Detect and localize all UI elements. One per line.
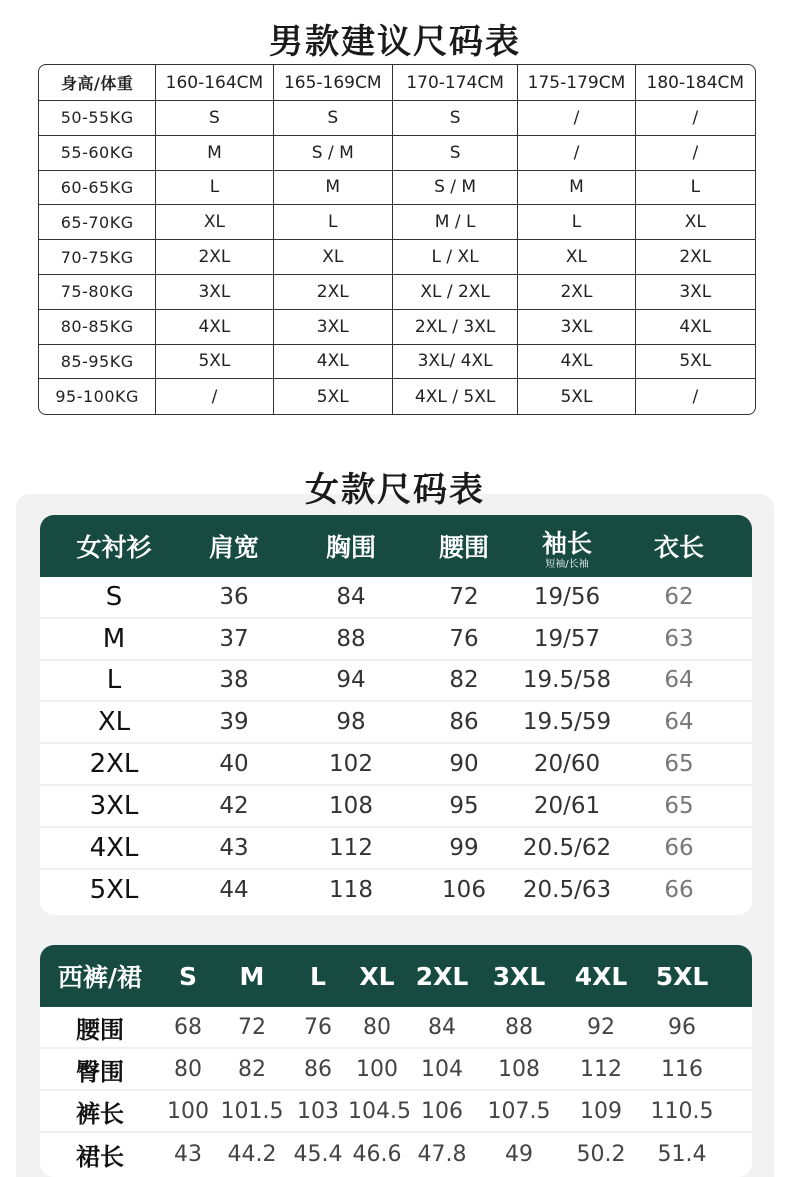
pants-header-cell: S [178, 961, 197, 991]
measure-cell: 20.5/62 [522, 834, 612, 861]
measure-cell: 84 [336, 583, 366, 610]
size-cell: M [156, 136, 273, 171]
measure-cell: 106 [442, 877, 486, 904]
pants-header-cell: 2XL [415, 961, 469, 991]
size-cell: S [393, 136, 518, 171]
size-cell: 5XL [156, 345, 273, 380]
measure-cell: 96 [668, 1014, 696, 1040]
measure-cell: 82 [238, 1056, 266, 1082]
women-table-row [40, 828, 752, 870]
size-cell: XL [518, 240, 635, 275]
men-table-row [39, 101, 755, 136]
measure-label: 腰围 [76, 1015, 124, 1044]
measure-cell: 107.5 [487, 1098, 551, 1124]
size-cell: L / XL [393, 240, 518, 275]
women-shirt-rows [40, 577, 752, 911]
measure-cell: 72 [449, 583, 479, 610]
men-table-row [39, 240, 755, 275]
measure-cell: 19.5/59 [522, 709, 612, 736]
measure-cell: 45.4 [293, 1141, 343, 1167]
header-cell: 胸围 [325, 533, 376, 562]
measure-cell: 76 [449, 625, 479, 652]
header-cell-sleeve [506, 524, 628, 570]
men-size-chart-title: 男款建议尺码表 [269, 22, 521, 62]
measure-cell: 36 [219, 583, 249, 610]
measure-cell: 19/57 [533, 625, 601, 652]
measure-cell: 20.5/63 [522, 877, 612, 904]
size-cell: / [156, 379, 273, 414]
measure-cell: 112 [329, 834, 373, 861]
size-cell: XL [636, 205, 755, 240]
size-cell: 4XL / 5XL [393, 379, 518, 414]
measure-cell: 64 [664, 709, 694, 736]
measure-cell: 19.5/58 [522, 667, 612, 694]
measure-cell: 88 [505, 1014, 533, 1040]
measure-cell: 82 [449, 667, 479, 694]
pants-table-row [40, 1049, 752, 1091]
women-table-row [40, 661, 752, 703]
measure-cell: 46.6 [352, 1141, 402, 1167]
size-cell: / [636, 136, 755, 171]
men-header-cell: 160-164CM [156, 65, 273, 101]
measure-cell: 99 [449, 834, 479, 861]
women-table-row [40, 619, 752, 661]
women-shirt-size-card [40, 515, 752, 915]
men-table-row [39, 205, 755, 240]
size-cell: 2XL [156, 240, 273, 275]
size-cell: 3XL [518, 310, 635, 345]
measure-cell: 20/61 [533, 792, 601, 819]
pants-header-cell: M [239, 961, 265, 991]
size-cell: 3XL [156, 275, 273, 310]
women-shirt-header-row [40, 515, 752, 577]
size-label: M [102, 623, 126, 654]
measure-cell: 112 [580, 1056, 622, 1082]
measure-cell: 116 [661, 1056, 703, 1082]
header-cell: 肩宽 [208, 533, 259, 562]
sleeve-note: 短袖/长袖 [545, 559, 589, 570]
measure-cell: 50.2 [576, 1141, 626, 1167]
women-table-row [40, 744, 752, 786]
size-cell: S [393, 101, 518, 136]
weight-label: 50-55KG [39, 101, 156, 136]
measure-cell: 51.4 [657, 1141, 707, 1167]
size-cell: L [156, 171, 273, 206]
measure-cell: 38 [219, 667, 249, 694]
size-cell: / [518, 101, 635, 136]
measure-cell: 39 [219, 709, 249, 736]
men-table-row [39, 171, 755, 206]
measure-cell: 65 [664, 792, 694, 819]
size-label: L [106, 665, 122, 696]
size-cell: L [636, 171, 755, 206]
women-table-row [40, 577, 752, 619]
size-label: 5XL [89, 875, 139, 906]
men-table-row [39, 275, 755, 310]
measure-cell: 40 [219, 751, 249, 778]
men-header-cell: 165-169CM [274, 65, 393, 101]
size-cell: 4XL [518, 345, 635, 380]
size-label: 2XL [89, 749, 139, 780]
measure-label: 裤长 [76, 1099, 124, 1128]
women-table-row [40, 786, 752, 828]
size-cell: 2XL [636, 240, 755, 275]
measure-cell: 90 [449, 751, 479, 778]
size-cell: S [274, 101, 393, 136]
pants-rows [40, 1007, 752, 1175]
measure-cell: 102 [329, 751, 373, 778]
measure-cell: 49 [505, 1141, 533, 1167]
size-cell: 4XL [156, 310, 273, 345]
size-cell: / [636, 101, 755, 136]
size-label: 4XL [89, 832, 139, 863]
measure-cell: 104 [421, 1056, 463, 1082]
measure-cell: 88 [336, 625, 366, 652]
size-cell: S / M [274, 136, 393, 171]
measure-cell: 47.8 [417, 1141, 467, 1167]
men-header-row [39, 65, 755, 101]
size-cell: / [692, 386, 699, 407]
size-cell: 5XL [636, 345, 755, 380]
size-cell: 4XL [274, 345, 393, 380]
measure-cell: 104.5 [348, 1098, 411, 1124]
size-label: XL [97, 707, 131, 738]
size-cell: XL [156, 205, 273, 240]
size-label: S [105, 581, 123, 612]
measure-cell: 100 [167, 1098, 209, 1124]
weight-label: 75-80KG [39, 275, 156, 310]
size-cell: M [274, 171, 393, 206]
measure-cell: 84 [428, 1014, 456, 1040]
pants-skirt-size-card [40, 945, 752, 1177]
pants-header-cell: L [310, 961, 326, 991]
size-cell: XL / 2XL [393, 275, 518, 310]
measure-cell: 19/56 [533, 583, 601, 610]
size-cell: S / M [393, 171, 518, 206]
men-table-row [39, 379, 755, 414]
women-table-row [40, 702, 752, 744]
measure-cell: 65 [664, 751, 694, 778]
measure-cell: 108 [329, 792, 373, 819]
size-cell: S [156, 101, 273, 136]
size-cell: L [518, 205, 635, 240]
header-cell: 衣长 [653, 533, 704, 562]
pants-header-cell: XL [359, 961, 395, 991]
measure-cell: 100 [356, 1056, 398, 1082]
measure-cell: 101.5 [220, 1098, 284, 1124]
pants-header-cell: 4XL [574, 961, 628, 991]
measure-cell: 20/60 [533, 751, 601, 778]
pants-header-cell: 西裤/裙 [57, 963, 143, 992]
measure-cell: 44.2 [227, 1141, 277, 1167]
header-cell: 女衬衫 [76, 533, 152, 562]
measure-cell: 64 [664, 667, 694, 694]
men-header-cell: 身高/体重 [39, 65, 156, 101]
women-size-chart-title: 女款尺码表 [305, 470, 485, 510]
weight-label: 60-65KG [39, 171, 156, 206]
measure-cell: 94 [336, 667, 366, 694]
size-cell: 2XL [518, 275, 635, 310]
men-table-row [39, 310, 755, 345]
weight-label: 95-100KG [39, 379, 156, 414]
measure-cell: 76 [304, 1014, 332, 1040]
measure-cell: 95 [449, 792, 479, 819]
measure-cell: 80 [174, 1056, 202, 1082]
men-header-cell: 175-179CM [518, 65, 635, 101]
measure-cell: 110.5 [650, 1098, 714, 1124]
measure-cell: 108 [498, 1056, 540, 1082]
measure-label: 臀围 [76, 1057, 124, 1086]
size-label: 3XL [89, 790, 139, 821]
weight-label: 80-85KG [39, 310, 156, 345]
size-cell: M / L [393, 205, 518, 240]
men-table-row [39, 345, 755, 380]
measure-cell: 109 [580, 1098, 622, 1124]
size-cell: / [518, 136, 635, 171]
measure-cell: 66 [664, 877, 694, 904]
size-cell: 3XL [274, 310, 393, 345]
size-cell: 3XL [636, 275, 755, 310]
men-table-row [39, 136, 755, 171]
weight-label: 85-95KG [39, 345, 156, 380]
size-cell: 3XL/ 4XL [393, 345, 518, 380]
measure-cell: 103 [297, 1098, 339, 1124]
pants-table-row [40, 1133, 752, 1175]
header-cell: 腰围 [438, 533, 489, 562]
women-table-row [40, 870, 752, 912]
size-cell: 2XL [274, 275, 393, 310]
weight-label: 65-70KG [39, 205, 156, 240]
measure-cell: 44 [219, 877, 249, 904]
measure-cell: 37 [219, 625, 249, 652]
measure-cell: 92 [587, 1014, 615, 1040]
size-cell: 5XL [274, 379, 393, 414]
measure-cell: 80 [363, 1014, 391, 1040]
measure-cell: 42 [219, 792, 249, 819]
size-cell: M [518, 171, 635, 206]
measure-cell: 86 [304, 1056, 332, 1082]
size-cell: XL [274, 240, 393, 275]
measure-cell: 98 [336, 709, 366, 736]
size-cell: 4XL [636, 310, 755, 345]
measure-cell: 62 [664, 583, 694, 610]
measure-cell: 63 [664, 625, 694, 652]
measure-cell: 106 [421, 1098, 463, 1124]
measure-cell: 43 [174, 1141, 202, 1167]
header-cell-label: 袖长 [541, 529, 592, 558]
measure-label: 裙长 [76, 1142, 124, 1171]
measure-cell: 66 [664, 834, 694, 861]
weight-label: 55-60KG [39, 136, 156, 171]
size-cell: L [274, 205, 393, 240]
pants-header-cell: 5XL [655, 961, 709, 991]
men-size-table [38, 64, 756, 415]
pants-header-cell: 3XL [492, 961, 546, 991]
pants-header-row [40, 945, 752, 1007]
pants-table-row [40, 1007, 752, 1049]
size-cell: 2XL / 3XL [393, 310, 518, 345]
men-header-cell: 170-174CM [393, 65, 518, 101]
pants-table-row [40, 1091, 752, 1133]
measure-cell: 118 [329, 877, 373, 904]
men-header-cell: 180-184CM [636, 65, 755, 101]
measure-cell: 43 [219, 834, 249, 861]
weight-label: 70-75KG [39, 240, 156, 275]
size-cell: 5XL [518, 379, 635, 414]
measure-cell: 72 [238, 1014, 266, 1040]
measure-cell: 68 [174, 1014, 202, 1040]
measure-cell: 86 [449, 709, 479, 736]
